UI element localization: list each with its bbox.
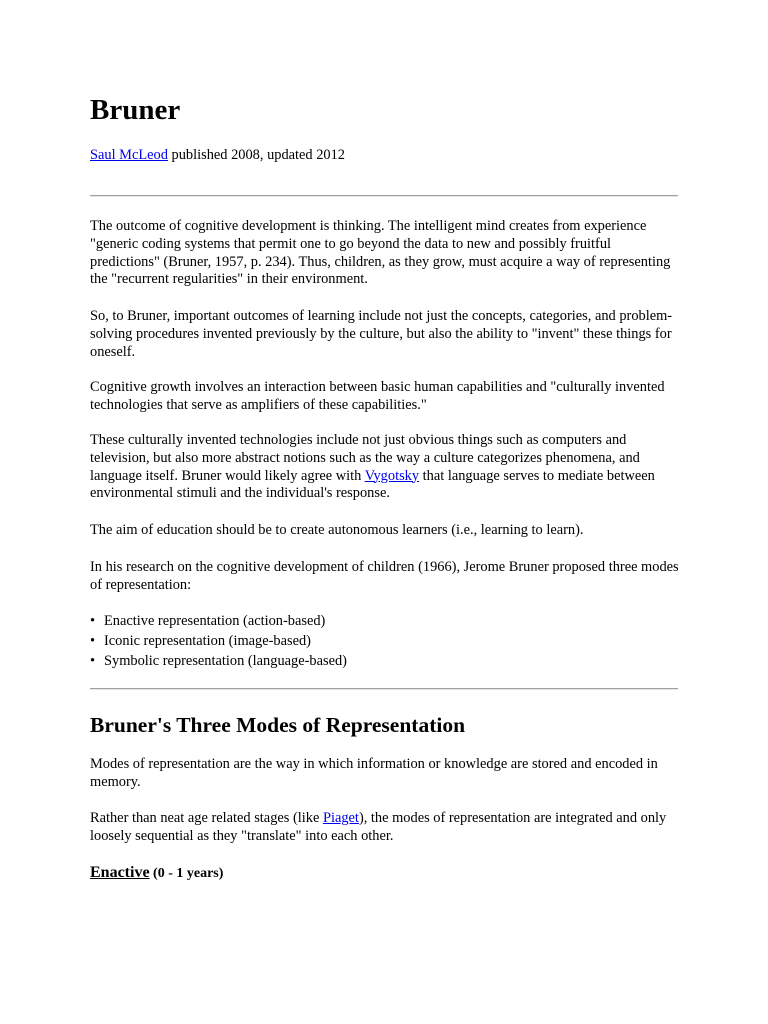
bullet-icon: • [90, 632, 96, 649]
paragraph-technologies-text-end: that language serves to mediate between environmental stimuli and the individual's response. [90, 467, 655, 502]
page-title: Bruner [90, 94, 181, 126]
modes-list [90, 612, 347, 671]
paragraph-piaget [90, 810, 680, 846]
list-item [90, 652, 347, 672]
paragraph-learning-outcomes: So, to Bruner, important outcomes of learning include not just the concepts, categories, and problem-solving procedures invented previously by the culture, but also the ability to "invent" these things for oneself. [90, 308, 673, 360]
list-item-label: Symbolic representation (language-based) [104, 652, 347, 669]
paragraph-piaget-text: Rather than neat age related stages (like [90, 810, 323, 826]
list-item-label: Enactive representation (action-based) [104, 613, 326, 629]
publish-dates: published 2008, updated 2012 [167, 147, 346, 163]
divider-top [90, 195, 678, 197]
list-item-label: Iconic representation (image-based) [104, 632, 311, 649]
bullet-icon: • [90, 652, 96, 669]
section-heading: Bruner's Three Modes of Representation [90, 713, 466, 737]
paragraph-technologies-text: These culturally invented technologies include not just obvious things such as computers and television, but also more abstract notions such as the way a culture categorizes phenomena, and language itself. Bruner would likely agree with [90, 432, 640, 484]
enactive-subheading [90, 864, 223, 882]
bullet-icon: • [90, 613, 96, 629]
vygotsky-link[interactable]: Vygotsky [364, 467, 420, 484]
paragraph-cognitive-growth: Cognitive growth involves an interaction between basic human capabilities and "culturally invented technologies that serve as amplifiers of these capabilities." [90, 379, 665, 413]
paragraph-technologies [90, 432, 680, 503]
piaget-link[interactable]: Piaget [322, 810, 359, 826]
list-item [90, 632, 347, 652]
paragraph-education-aim: The aim of education should be to create autonomous learners (i.e., learning to learn). [90, 522, 584, 538]
enactive-age-range: (0 - 1 years) [149, 866, 224, 881]
paragraph-outcome: The outcome of cognitive development is thinking. The intelligent mind creates from experience "generic coding systems that permit one to go beyond the data to new and possibly fruitful predictions" (Bruner, 1957, p. 234). Thus, children, as they grow, must acquire a way of representing the "recurrent regularities" in their environment. [90, 218, 671, 288]
byline [90, 146, 345, 164]
paragraph-research: In his research on the cognitive development of children (1966), Jerome Bruner proposed three modes of representation: [90, 559, 679, 593]
divider-section [90, 688, 678, 690]
author-link[interactable]: Saul McLeod [90, 147, 168, 163]
paragraph-modes-definition: Modes of representation are the way in which information or knowledge are stored and encoded in memory. [90, 756, 658, 790]
enactive-label: Enactive [90, 864, 150, 881]
list-item [90, 612, 347, 632]
paragraph-piaget-text-end: ), the modes of representation are integrated and only loosely sequential as they "translate" into each other. [90, 810, 667, 844]
